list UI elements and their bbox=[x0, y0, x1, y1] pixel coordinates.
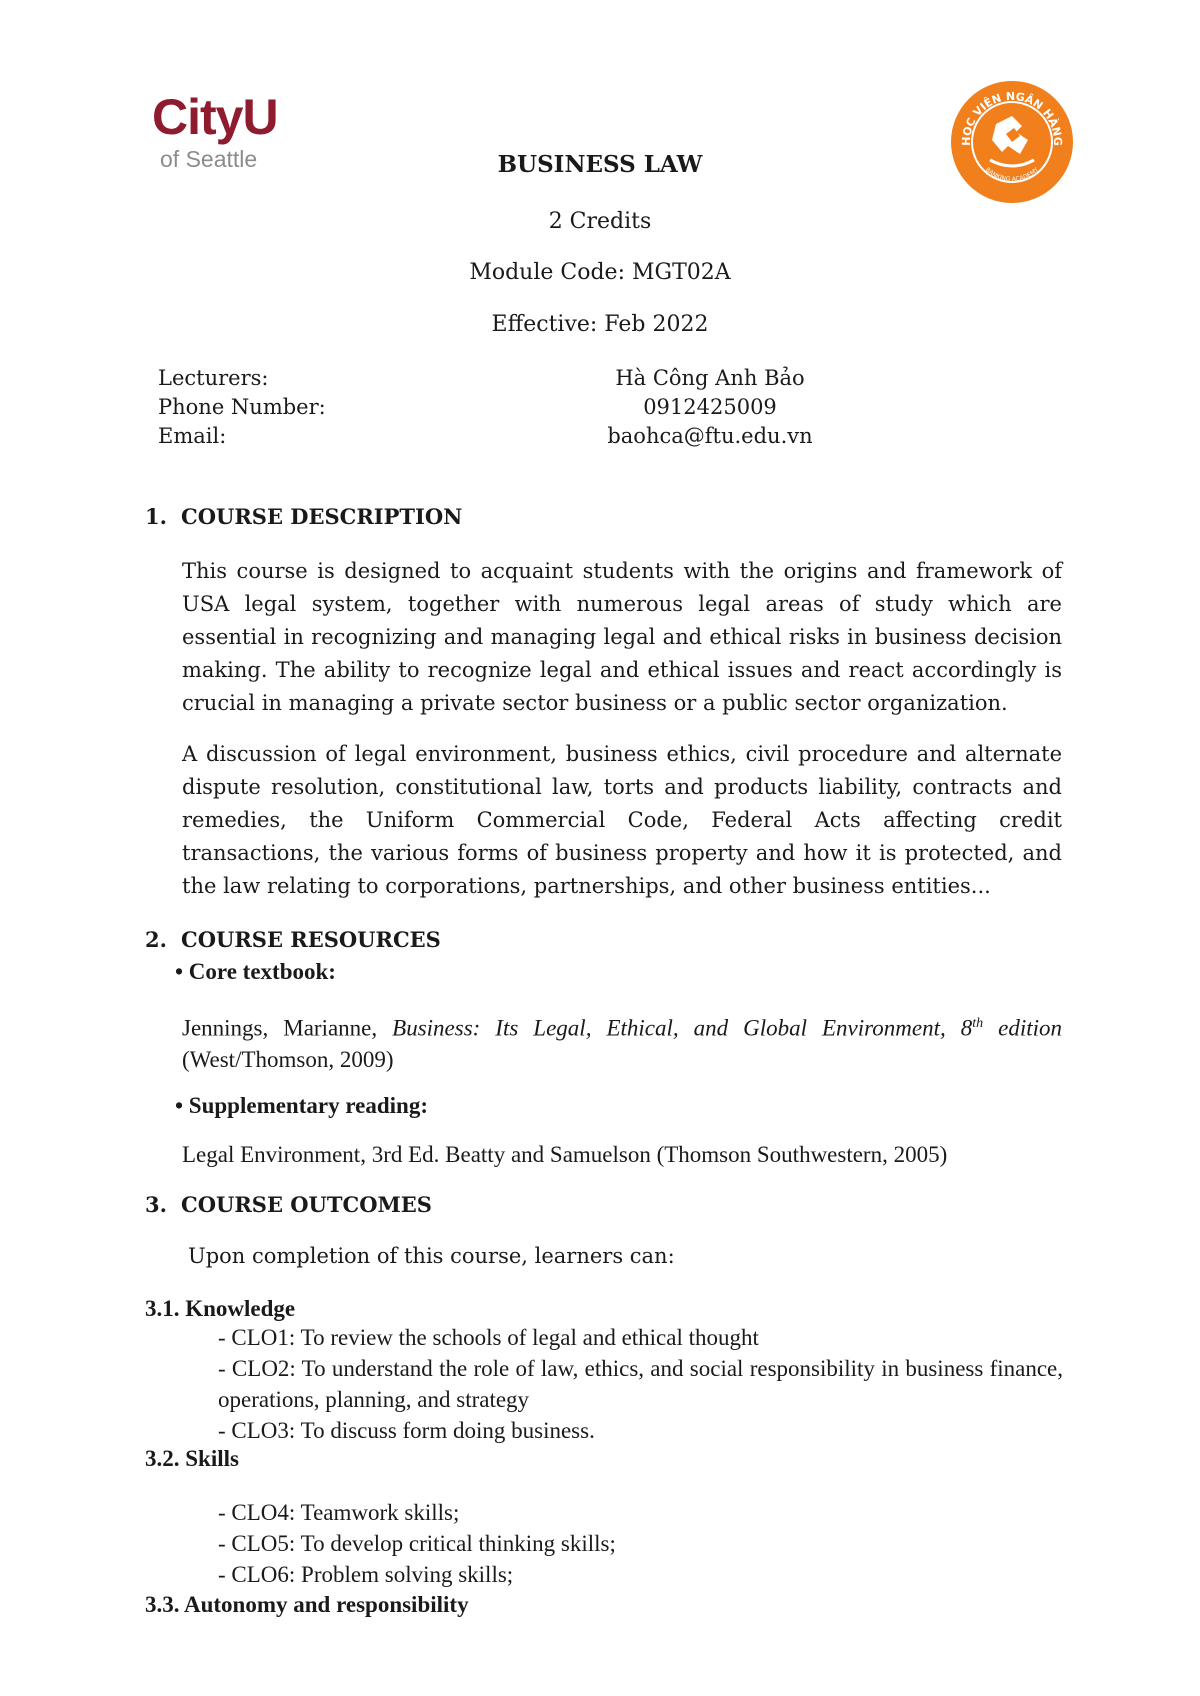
core-textbook-citation bbox=[182, 1008, 1062, 1075]
supplementary-reading-citation: Legal Environment, 3rd Ed. Beatty and Samuelson (Thomson Southwestern, 2005) bbox=[182, 1142, 948, 1167]
phone-number: 0912425009 bbox=[643, 395, 777, 419]
list-item: - CLO2: To understand the role of law, ethics, and social responsibility in business finance, operations, planning, and strategy bbox=[218, 1356, 1063, 1412]
section-title: COURSE DESCRIPTION bbox=[181, 504, 463, 529]
section-number: 2. bbox=[145, 927, 167, 952]
section-heading-course-outcomes bbox=[145, 1194, 432, 1215]
contact-values bbox=[560, 364, 860, 451]
email-label: Email: bbox=[158, 424, 227, 448]
section-heading-course-resources bbox=[145, 929, 441, 950]
core-author: Jennings, Marianne, bbox=[182, 1015, 393, 1041]
section-heading-course-description bbox=[145, 506, 462, 527]
course-credits: 2 Credits bbox=[548, 209, 652, 234]
section-title: COURSE RESOURCES bbox=[181, 927, 441, 952]
outcomes-intro: Upon completion of this course, learners can: bbox=[188, 1244, 675, 1268]
section-number: 3. bbox=[145, 1192, 167, 1217]
skills-list bbox=[218, 1497, 1063, 1590]
list-item: - CLO5: To develop critical thinking skills; bbox=[218, 1531, 616, 1556]
section-title: COURSE OUTCOMES bbox=[181, 1192, 432, 1217]
cityu-logo: CityU bbox=[152, 89, 278, 145]
core-edition: edition bbox=[983, 1015, 1062, 1041]
course-title: BUSINESS LAW bbox=[497, 151, 703, 178]
section-number: 1. bbox=[145, 504, 167, 529]
skills-heading: 3.2. Skills bbox=[145, 1446, 239, 1471]
effective-date: Effective: Feb 2022 bbox=[491, 312, 709, 337]
course-description-paragraph-2: A discussion of legal environment, business ethics, civil procedure and alternate dispute resolution, constitutional law, torts and products liability, contracts and remedies, the Uniform Commercial Code, Federal Acts affecting credit transactions, the various forms of business property and how it is protected, and the law relating to corporations, partnerships, and other business entities... bbox=[182, 742, 1062, 898]
knowledge-heading: 3.1. Knowledge bbox=[145, 1296, 296, 1321]
contact-labels bbox=[158, 364, 326, 451]
phone-label: Phone Number: bbox=[158, 395, 326, 419]
list-item: - CLO3: To discuss form doing business. bbox=[218, 1418, 595, 1443]
core-textbook-label: • Core textbook: bbox=[175, 959, 336, 984]
list-item: - CLO6: Problem solving skills; bbox=[218, 1562, 514, 1587]
core-book-title: Business: Its Legal, Ethical, and Global Environment, 8 bbox=[392, 1015, 973, 1041]
seal-text: HỌC VIỆN NGÂN HÀNG bbox=[959, 89, 1065, 146]
cityu-logo-subtitle: of Seattle bbox=[160, 146, 258, 172]
core-publisher: (West/Thomson, 2009) bbox=[182, 1046, 394, 1072]
supplementary-reading-label: • Supplementary reading: bbox=[175, 1093, 428, 1118]
lecturers-label: Lecturers: bbox=[158, 366, 269, 390]
autonomy-heading: 3.3. Autonomy and responsibility bbox=[145, 1592, 469, 1617]
knowledge-list bbox=[218, 1322, 1063, 1446]
email-address: baohca@ftu.edu.vn bbox=[607, 424, 813, 448]
banking-academy-seal-icon bbox=[950, 80, 1074, 204]
core-edition-superscript: th bbox=[972, 1016, 984, 1031]
course-description-paragraph-1: This course is designed to acquaint students with the origins and framework of USA legal system, together with numerous legal areas of study which are essential in recognizing and managing legal and ethical risks in business decision making. The ability to recognize legal and ethical issues and react accordingly is crucial in managing a private sector business or a public sector organization. bbox=[182, 559, 1062, 715]
lecturer-name: Hà Công Anh Bảo bbox=[615, 366, 805, 390]
list-item: - CLO4: Teamwork skills; bbox=[218, 1500, 460, 1525]
list-item: - CLO1: To review the schools of legal and ethical thought bbox=[218, 1325, 759, 1350]
seal-subtext: BANKING ACADEMY bbox=[983, 166, 1041, 184]
module-code: Module Code: MGT02A bbox=[469, 260, 731, 285]
